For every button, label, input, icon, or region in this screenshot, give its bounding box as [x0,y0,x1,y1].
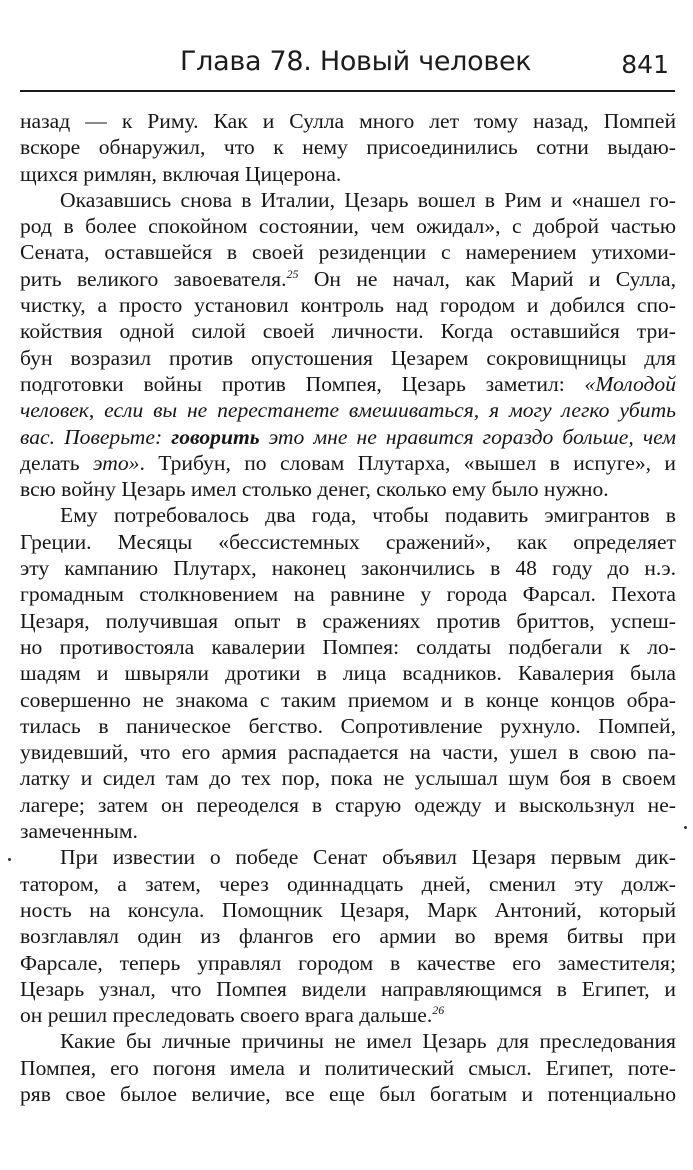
text-line: Ему потребовалось два года, чтобы подавить эмигрантов в [60,503,676,528]
chapter-title: Глава 78. Новый человек [180,46,532,77]
quote-line [20,424,676,450]
text-line: латку и сидел там до тех пор, пока не услышал шум боя в своем [20,766,676,791]
quote-run: вас. Поверьте: [20,424,172,449]
text-line: Какие бы личные причины не имел Цезарь для преследования [60,1029,676,1054]
text-run: Он не начал, как Марий и Сулла, [298,266,676,291]
quote-emphasis: говорить [171,424,260,449]
text-line: чистку, а просто установил контроль над городом и добился спо- [20,293,676,318]
text-line: бун возразил против опустошения Цезарем сокровищницы для [20,345,676,370]
text-line: Сената, оставшейся в своей резиденции с намерением утихоми- [20,240,676,265]
text-line [20,450,676,476]
body-text [20,108,676,1107]
text-line: При известии о победе Сенат объявил Цезаря первым дик- [60,845,676,870]
text-run: подготовки войны против Помпея, Цезарь заметил: [20,371,585,396]
scan-speck [8,858,11,861]
text-line: громадным столкновением на равнине у города Фарсал. Пехота [20,582,676,607]
paragraph-2 [20,187,676,503]
text-line: но противостояла кавалерии Помпея: солдаты подбегали к ло- [20,634,676,659]
text-run: он решил преследовать своего врага дальше. [20,1003,433,1028]
text-line: ряв свое былое величие, все еще был богатым и потенциально [20,1081,676,1106]
text-line: Фарсале, теперь управлял городом в качестве его заместителя; [20,950,676,975]
text-line: совершенно не знакома с таким приемом и в конце концов обра- [20,687,676,712]
paragraph-1 [20,108,676,187]
text-line: татором, а затем, через одиннадцать дней, сменил эту долж- [20,871,676,896]
text-line: Цезаря, получившая опыт в сражениях против бриттов, успеш- [20,608,676,633]
text-run: . Трибун, по словам Плутарха, «вышел в испуге», и [139,450,676,475]
footnote-ref-25: 25 [286,266,299,281]
text-line: ность на консула. Помощник Цезаря, Марк Антоний, который [20,897,676,922]
text-line: тилась в паническое бегство. Сопротивление рухнуло. Помпей, [20,713,676,738]
text-line: вскоре обнаружил, что к нему присоединились сотни выдаю- [20,135,676,160]
text-line: Помпея, его погоня имела и политический смысл. Египет, поте- [20,1055,676,1080]
text-line: шадям и швыряли дротики в лица всадников. Кавалерия была [20,661,676,686]
text-line: щихся римлян, включая Цицерона. [20,161,342,186]
text-line: Оказавшись снова в Италии, Цезарь вошел в Рим и «нашел го- [60,187,676,212]
running-header [20,40,675,92]
quote-run: «Молодой [584,371,676,396]
text-line: увидевший, что его армия распадается на части, ушел в свою па- [20,740,676,765]
text-line: лагере; затем он переоделся в старую одежду и выскользнул не- [20,792,676,817]
text-line: всю войну Цезарь имел столько денег, сколько ему было нужно. [20,477,609,502]
text-line: назад — к Риму. Как и Сулла много лет тому назад, Помпей [20,109,676,133]
text-line [20,266,676,292]
quote-line: человек, если вы не перестанете вмешиваться, я могу легко убить [20,398,676,423]
paragraph-3 [20,502,676,844]
text-line [20,1002,676,1028]
quote-run: это мне не нравится гораздо больше, чем [259,424,676,449]
text-line [20,371,676,397]
paragraph-5 [20,1028,676,1107]
text-line: Цезарь узнал, что Помпея видели направляющимся в Египет, и [20,976,676,1001]
text-line: род в более спокойном состоянии, чем ожидал», с доброй частью [20,214,676,239]
page-number: 841 [621,50,669,79]
text-line: замеченным. [20,819,138,844]
text-run: рить великого завоевателя. [20,266,287,291]
text-line: Греции. Месяцы «бессистемных сражений», как определяет [20,529,676,554]
text-line: койствия одной силой своей личности. Когда оставшийся три- [20,319,676,344]
text-run: делать [20,450,94,475]
paragraph-4 [20,844,676,1028]
footnote-ref-26: 26 [432,1002,445,1017]
text-line: возглавлял один из флангов его армии во время битвы при [20,924,676,949]
scan-speck [684,826,687,829]
text-line: эту кампанию Плутарх, наконец закончились в 48 году до н.э. [20,556,676,581]
quote-run: это» [93,450,140,475]
